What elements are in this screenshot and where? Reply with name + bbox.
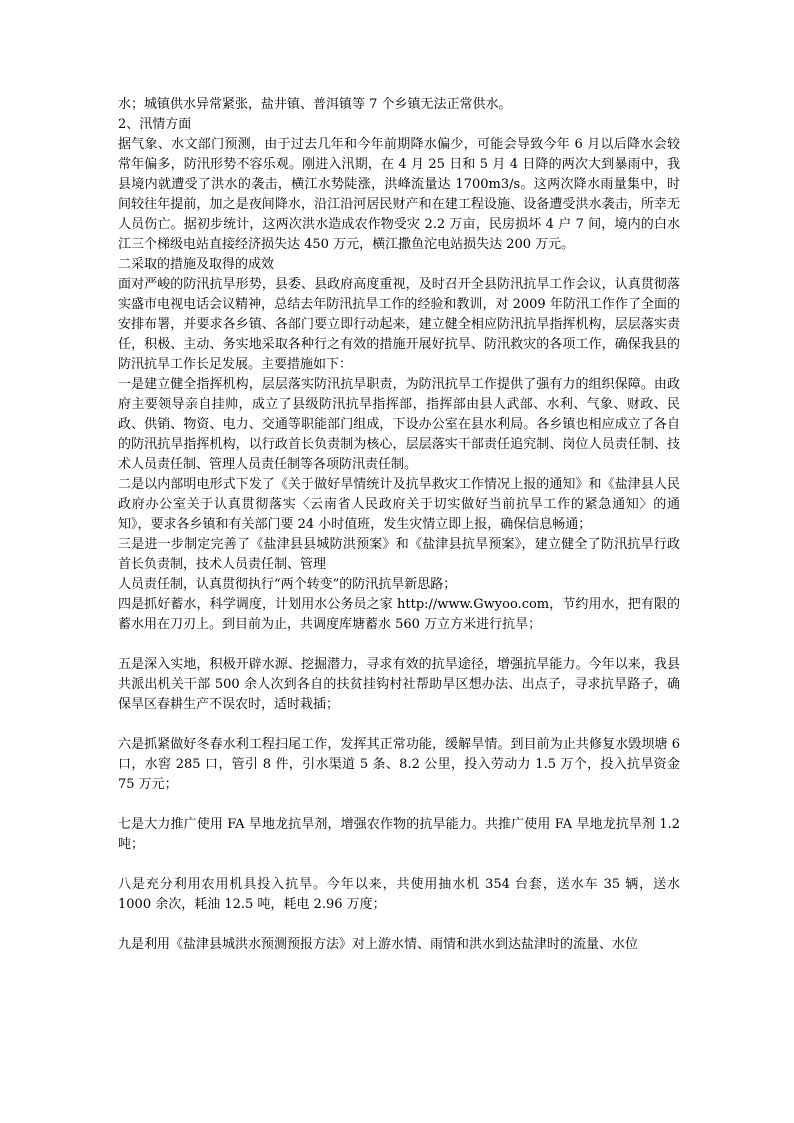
- paragraph-measure-3: 三是进一步制定完善了《盐津县县城防洪预案》和《盐津县抗旱预案》，建立健全了防汛抗旱行政首长负责制，技术人员责任制、管理: [118, 537, 680, 572]
- paragraph-measure-7: 七是大力推广使用 FA 旱地龙抗旱剂，增强农作物的抗旱能力。共推广使用 FA 旱地龙抗旱剂 1.2 吨；: [118, 817, 680, 852]
- paragraph-measure-8: 八是充分利用农用机具投入抗旱。今年以来，共使用抽水机 354 台套，送水车 35 辆，送水 1000 余次，耗油 12.5 吨，耗电 2.96 万度；: [118, 877, 680, 912]
- heading-flood-situation: 2、汛情方面: [118, 117, 192, 132]
- paragraph-flood-details: 据气象、水文部门预测，由于过去几年和今年前期降水偏少，可能会导致今年 6 月以后降水会较常年偏多，防汛形势不容乐观。刚进入汛期，在 4 月 25 日和 5 月 4 日降的两次大到暴雨中，我县境内就遭受了洪水的袭击，横江水势陡涨，洪峰流量达 1700m3/s。这两次降水雨量集中，时间较往年提前，加之是夜间降水，沿江沿河居民财产和在建工程设施、设备遭受洪水袭击，所幸无人员伤亡。据初步统计，这两次洪水造成农作物受灾 2.2 万亩，民房损坏 4 户 7 间，境内的白水江三个梯级电站直接经济损失达 450 万元，横江撒鱼沱电站损失达 200 万元。: [118, 137, 680, 252]
- paragraph-water-supply: 水；城镇供水异常紧张，盐井镇、普洱镇等 7 个乡镇无法正常供水。: [118, 97, 512, 112]
- heading-measures: 二采取的措施及取得的成效: [118, 257, 275, 272]
- paragraph-measure-2: 二是以内部明电形式下发了《关于做好旱情统计及抗旱救灾工作情况上报的通知》和《盐津县人民政府办公室关于认真贯彻落实〈云南省人民政府关于切实做好当前抗旱工作的紧急通知〉的通知》，要求各乡镇和有关部门要 24 小时值班，发生灾情立即上报，确保信息畅通；: [118, 477, 680, 532]
- paragraph-measure-6: 六是抓紧做好冬春水利工程扫尾工作，发挥其正常功能，缓解旱情。到目前为止共修复水毁坝塘 6 口，水窖 285 口，管引 8 件，引水渠道 5 条、8.2 公里，投入劳动力 1.5 万个，投入抗旱资金 75 万元；: [118, 737, 680, 792]
- document-page: [118, 95, 680, 955]
- paragraph-measure-4: 四是抓好蓄水，科学调度，计划用水公务员之家 http://www.Gwyoo.com，节约用水，把有限的蓄水用在刀刃上。到目前为止，共调度库塘蓄水 560 万立方米进行抗旱；: [118, 597, 680, 632]
- paragraph-measures-intro: 面对严峻的防汛抗旱形势，县委、县政府高度重视，及时召开全县防汛抗旱工作会议，认真贯彻落实盛市电视电话会议精神，总结去年防汛抗旱工作的经验和教训，对 2009 年防汛工作作了全面的安排布署，并要求各乡镇、各部门要立即行动起来，建立健全相应防汛抗旱指挥机构，层层落实责任，积极、主动、务实地采取各种行之有效的措施开展好抗旱、防汛救灾的各项工作，确保我县的防汛抗旱工作长足发展。主要措施如下：: [118, 277, 680, 372]
- paragraph-measure-3-cont: 人员责任制，认真贯彻执行“两个转变”的防汛抗旱新思路；: [118, 577, 457, 592]
- paragraph-measure-5: 五是深入实地，积极开辟水源、挖掘潜力，寻求有效的抗旱途径，增强抗旱能力。今年以来，我县共派出机关干部 500 余人次到各自的扶贫挂钩村社帮助旱区想办法、出点子，寻求抗旱路子，确保旱区春耕生产不误农时，适时栽插；: [118, 657, 680, 712]
- paragraph-measure-9: 九是利用《盐津县城洪水预测预报方法》对上游水情、雨情和洪水到达盐津时的流量、水位: [118, 937, 639, 952]
- paragraph-measure-1: 一是建立健全指挥机构，层层落实防汛抗旱职责，为防汛抗旱工作提供了强有力的组织保障。由政府主要领导亲自挂帅，成立了县级防汛抗旱指挥部，指挥部由县人武部、水利、气象、财政、民政、供销、物资、电力、交通等职能部门组成，下设办公室在县水利局。各乡镇也相应成立了各自的防汛抗旱指挥机构，以行政首长负责制为核心，层层落实干部责任追究制、岗位人员责任制、技术人员责任制、管理人员责任制等各项防汛责任制。: [118, 377, 680, 472]
